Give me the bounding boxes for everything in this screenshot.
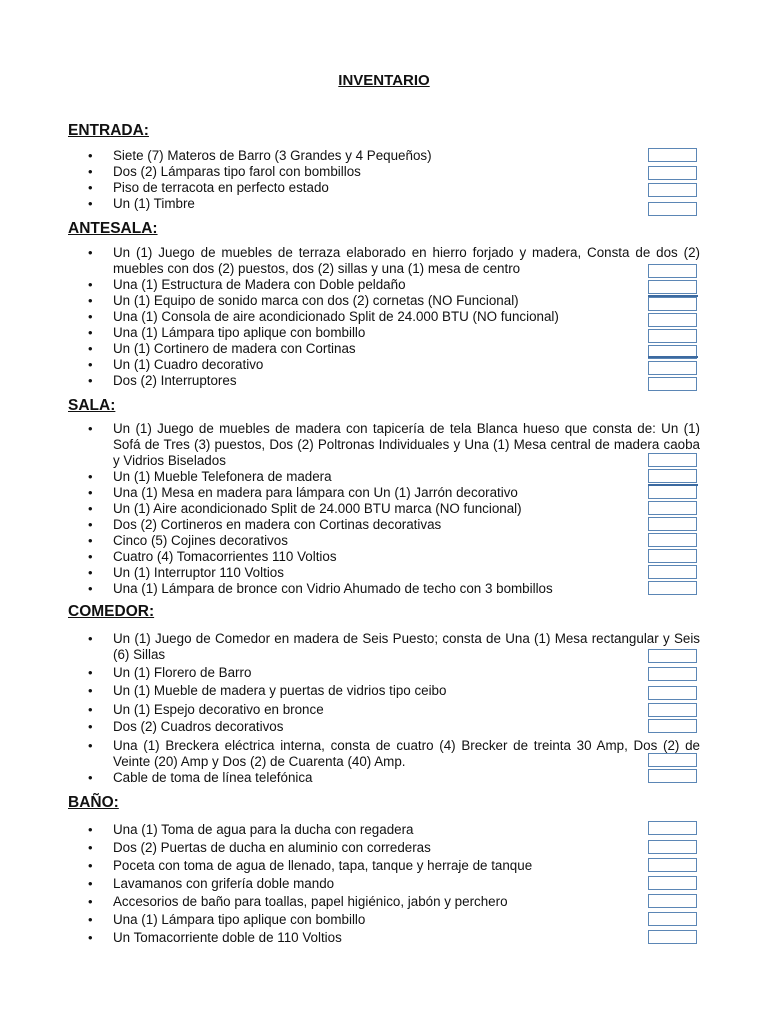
checkbox[interactable] bbox=[648, 549, 697, 563]
checkbox[interactable] bbox=[648, 361, 697, 375]
checkbox[interactable] bbox=[648, 202, 697, 216]
bullet-icon: • bbox=[88, 196, 93, 211]
list-item: Un Tomacorriente doble de 110 Voltios bbox=[113, 930, 342, 945]
list-item: Una (1) Breckera eléctrica interna, consta de cuatro (4) Brecker de treinta 30 Amp, Dos (2) de Veinte (20) Amp y Dos (2) de Cuarenta (40) Amp. bbox=[113, 738, 700, 769]
list-item: Cable de toma de línea telefónica bbox=[113, 770, 313, 785]
bullet-icon: • bbox=[88, 164, 93, 179]
list-item: Una (1) Toma de agua para la ducha con regadera bbox=[113, 822, 414, 837]
list-item: Dos (2) Interruptores bbox=[113, 373, 237, 388]
list-item: Un (1) Cortinero de madera con Cortinas bbox=[113, 341, 356, 356]
bullet-icon: • bbox=[88, 665, 93, 680]
checkbox[interactable] bbox=[648, 565, 697, 579]
list-item: Cuatro (4) Tomacorrientes 110 Voltios bbox=[113, 549, 337, 564]
bullet-icon: • bbox=[88, 357, 93, 372]
bullet-icon: • bbox=[88, 421, 93, 436]
list-item: Una (1) Consola de aire acondicionado Split de 24.000 BTU (NO funcional) bbox=[113, 309, 559, 324]
checkbox[interactable] bbox=[648, 313, 697, 327]
checkbox-divider bbox=[648, 484, 698, 486]
list-item: Dos (2) Puertas de ducha en aluminio con correderas bbox=[113, 840, 431, 855]
checkbox[interactable] bbox=[648, 533, 697, 547]
list-item: Piso de terracota en perfecto estado bbox=[113, 180, 329, 195]
bullet-icon: • bbox=[88, 309, 93, 324]
checkbox[interactable] bbox=[648, 876, 697, 890]
bullet-icon: • bbox=[88, 631, 93, 646]
bullet-icon: • bbox=[88, 533, 93, 548]
bullet-icon: • bbox=[88, 341, 93, 356]
list-item: Una (1) Lámpara tipo aplique con bombillo bbox=[113, 912, 366, 927]
section-heading: ENTRADA: bbox=[68, 122, 149, 139]
bullet-icon: • bbox=[88, 912, 93, 927]
checkbox[interactable] bbox=[648, 821, 697, 835]
section-heading: SALA: bbox=[68, 397, 116, 414]
bullet-icon: • bbox=[88, 180, 93, 195]
checkbox[interactable] bbox=[648, 703, 697, 717]
bullet-icon: • bbox=[88, 894, 93, 909]
checkbox[interactable] bbox=[648, 329, 697, 343]
bullet-icon: • bbox=[88, 565, 93, 580]
list-item: Un (1) Equipo de sonido marca con dos (2) cornetas (NO Funcional) bbox=[113, 293, 519, 308]
checkbox[interactable] bbox=[648, 930, 697, 944]
list-item: Dos (2) Cuadros decorativos bbox=[113, 719, 284, 734]
list-item: Un (1) Espejo decorativo en bronce bbox=[113, 702, 324, 717]
checkbox[interactable] bbox=[648, 264, 697, 278]
checkbox[interactable] bbox=[648, 753, 697, 767]
checkbox[interactable] bbox=[648, 297, 697, 311]
checkbox[interactable] bbox=[648, 894, 697, 908]
checkbox[interactable] bbox=[648, 377, 697, 391]
bullet-icon: • bbox=[88, 876, 93, 891]
list-item: Una (1) Lámpara de bronce con Vidrio Ahumado de techo con 3 bombillos bbox=[113, 581, 553, 596]
checkbox[interactable] bbox=[648, 166, 697, 180]
bullet-icon: • bbox=[88, 501, 93, 516]
bullet-icon: • bbox=[88, 549, 93, 564]
bullet-icon: • bbox=[88, 738, 93, 753]
checkbox-divider bbox=[648, 356, 698, 358]
list-item: Un (1) Timbre bbox=[113, 196, 195, 211]
checkbox[interactable] bbox=[648, 148, 697, 162]
checkbox[interactable] bbox=[648, 667, 697, 681]
bullet-icon: • bbox=[88, 277, 93, 292]
section-heading: BAÑO: bbox=[68, 794, 119, 811]
bullet-icon: • bbox=[88, 485, 93, 500]
bullet-icon: • bbox=[88, 245, 93, 260]
bullet-icon: • bbox=[88, 930, 93, 945]
checkbox[interactable] bbox=[648, 485, 697, 499]
list-item: Un (1) Juego de muebles de madera con tapicería de tela Blanca hueso que consta de: Un (1) Sofá de Tres (3) puestos, Dos (2) Poltronas Individuales y Una (1) Mesa central de madera caoba y Vidrios Biselados bbox=[113, 421, 700, 468]
section-heading: ANTESALA: bbox=[68, 220, 158, 237]
document-title: INVENTARIO bbox=[338, 72, 430, 89]
list-item: Accesorios de baño para toallas, papel higiénico, jabón y perchero bbox=[113, 894, 508, 909]
list-item: Un (1) Mueble Telefonera de madera bbox=[113, 469, 332, 484]
checkbox[interactable] bbox=[648, 649, 697, 663]
checkbox[interactable] bbox=[648, 280, 697, 294]
checkbox[interactable] bbox=[648, 183, 697, 197]
bullet-icon: • bbox=[88, 373, 93, 388]
checkbox[interactable] bbox=[648, 912, 697, 926]
list-item: Una (1) Lámpara tipo aplique con bombillo bbox=[113, 325, 366, 340]
list-item: Un (1) Aire acondicionado Split de 24.000 BTU marca (NO funcional) bbox=[113, 501, 522, 516]
list-item: Un (1) Cuadro decorativo bbox=[113, 357, 264, 372]
bullet-icon: • bbox=[88, 840, 93, 855]
checkbox[interactable] bbox=[648, 840, 697, 854]
bullet-icon: • bbox=[88, 517, 93, 532]
list-item: Dos (2) Lámparas tipo farol con bombillos bbox=[113, 164, 361, 179]
bullet-icon: • bbox=[88, 683, 93, 698]
list-item: Un (1) Mueble de madera y puertas de vidrios tipo ceibo bbox=[113, 683, 447, 698]
bullet-icon: • bbox=[88, 469, 93, 484]
list-item: Cinco (5) Cojines decorativos bbox=[113, 533, 288, 548]
bullet-icon: • bbox=[88, 581, 93, 596]
bullet-icon: • bbox=[88, 822, 93, 837]
section-heading: COMEDOR: bbox=[68, 603, 155, 620]
list-item: Un (1) Juego de Comedor en madera de Seis Puesto; consta de Una (1) Mesa rectangular y Seis (6) Sillas bbox=[113, 631, 700, 662]
checkbox[interactable] bbox=[648, 453, 697, 467]
list-item: Dos (2) Cortineros en madera con Cortinas decorativas bbox=[113, 517, 442, 532]
list-item: Una (1) Estructura de Madera con Doble peldaño bbox=[113, 277, 406, 292]
checkbox[interactable] bbox=[648, 469, 697, 483]
bullet-icon: • bbox=[88, 325, 93, 340]
list-item: Una (1) Mesa en madera para lámpara con Un (1) Jarrón decorativo bbox=[113, 485, 518, 500]
bullet-icon: • bbox=[88, 770, 93, 785]
list-item: Un (1) Florero de Barro bbox=[113, 665, 252, 680]
checkbox[interactable] bbox=[648, 719, 697, 733]
bullet-icon: • bbox=[88, 858, 93, 873]
list-item: Siete (7) Materos de Barro (3 Grandes y 4 Pequeños) bbox=[113, 148, 432, 163]
list-item: Un (1) Interruptor 110 Voltios bbox=[113, 565, 284, 580]
list-item: Poceta con toma de agua de llenado, tapa, tanque y herraje de tanque bbox=[113, 858, 533, 873]
bullet-icon: • bbox=[88, 719, 93, 734]
checkbox[interactable] bbox=[648, 769, 697, 783]
checkbox-divider bbox=[648, 295, 698, 297]
checkbox[interactable] bbox=[648, 501, 697, 515]
bullet-icon: • bbox=[88, 702, 93, 717]
list-item: Un (1) Juego de muebles de terraza elaborado en hierro forjado y madera, Consta de dos (2) muebles con dos (2) puestos, dos (2) sillas y una (1) mesa de centro bbox=[113, 245, 700, 276]
checkbox[interactable] bbox=[648, 858, 697, 872]
checkbox[interactable] bbox=[648, 517, 697, 531]
checkbox[interactable] bbox=[648, 686, 697, 700]
bullet-icon: • bbox=[88, 293, 93, 308]
bullet-icon: • bbox=[88, 148, 93, 163]
list-item: Lavamanos con grifería doble mando bbox=[113, 876, 335, 891]
checkbox[interactable] bbox=[648, 581, 697, 595]
